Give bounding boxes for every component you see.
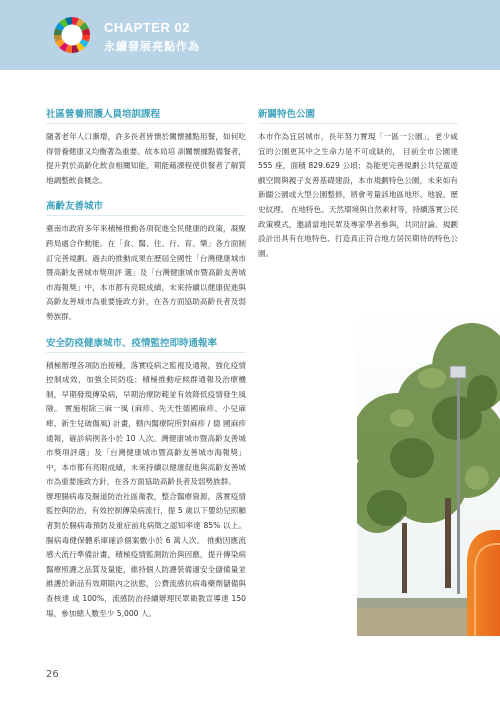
section-body-age-friendly-city: 臺南市政府多年來積極推動各項促進全民健康的政策，凝聚跨局處合作動能。在「食、醫、住、行、育、樂」各方面制訂完善規劃。過去的推動成果在歷屆全國性「台灣健康城市暨高齡友善城市獎項評 選」及「台灣健康城市暨高齡友善城市海報獎」中，本市都有亮眼成績，未來持續以健康促進與高齡友善城市為重要施政方針，在各方面協助高齡長者及弱勢族群。	[46, 224, 246, 321]
chapter-label: CHAPTER 02	[104, 20, 190, 35]
section-title-feature-parks: 新闢特色公園	[258, 108, 458, 124]
chapter-subtitle: 永續發展亮點作為	[104, 40, 200, 53]
right-column	[258, 108, 458, 273]
section-body-epidemic-monitoring-2: 辦理腸病毒及腸道防治社區衛教，整合醫療資源，落實疫情監控與防治，有效控制傳染病流行，提 5 歲以下嬰幼兒照顧者對於腸病毒預防及重症前兆病徵之認知率達 85% 以上。腸病毒健保體系庫確診個案數小於 6 萬人次。 推動因應流感大流行準備計畫，積極疫情監測防治與因應，提升傳染病醫療照護之品質及量能，維持個人防護裝備適安全儲備量並維護於新品有效期限內之狀態，公費流感抗病毒藥劑儲備與查核達 成 100%，流感防治持續辦理民眾衛教宣導達 150 場，參加總人數至少 5,000 人。	[46, 491, 246, 618]
sdg-wheel-icon	[53, 16, 91, 54]
section-body-nutrition-training: 隨著老年人口漸增，許多長者皆憒於關懷據點用餐，如何吃得營養健康又均衡著為重要。故本局培 訓關懷據點備餐者，提升對於高齡化飲食相關知能，期能藉課程使供餐者了解質地調整飲食概念。	[46, 132, 246, 185]
section-title-nutrition-training: 社區營養照護人員培訓課程	[46, 108, 246, 124]
page-number: 26	[46, 669, 59, 680]
park-photo	[357, 308, 500, 636]
left-column	[46, 108, 246, 633]
section-title-epidemic-monitoring: 安全防疫健康城市、疫情監控即時通報率	[46, 337, 246, 353]
section-title-age-friendly-city: 高齡友善城市	[46, 200, 246, 216]
section-body-epidemic-monitoring-1: 積極辦理各項防治接種，落實疫病之監視及通報，強化疫情控制成效，加強全民防疫；積極推動症候群通報及治療機制，早期發現傳染病，早期治療防範並有效降低疫情發生風險。 實施根除三麻一風 (麻疹、先天性德國麻疹、小兒麻痺、新生兒破傷風) 計畫，轄內醫療院所對麻疹 / 德 國麻疹通報，確診病例各小於 10 人次。灣健康城市暨高齡友善城市獎項評選」及「台灣健康城市暨高齡友善城市海報獎」中，本市都有亮眼成績，未來持續以健康促進與高齡友善城市為重要施政方針，在各方面協助高齡長者及弱勢族群。	[46, 360, 246, 487]
section-body-feature-parks: 本市作為宜居城市，長年努力實現「一區一公園」，老少咸宜的公園更其中之生命力是不可或缺的， 目前全市公園達 555 座，面積 829.629 公頃；為能更完善規劃公共兒童遊戲空間與親子友善基礎建設，本市規劃特色公園，未來如有新闢公園或大型公園整修，將會考量該地區地形、地貌、歷史紋理、 在地特色、天然環境與自然素材等，持續落實公民政策模式，邀請當地民眾及專家學者參與，共同討論、規劃設計出具有在地特色、打造真正符合地方居民期待的特色公園。	[258, 132, 458, 258]
